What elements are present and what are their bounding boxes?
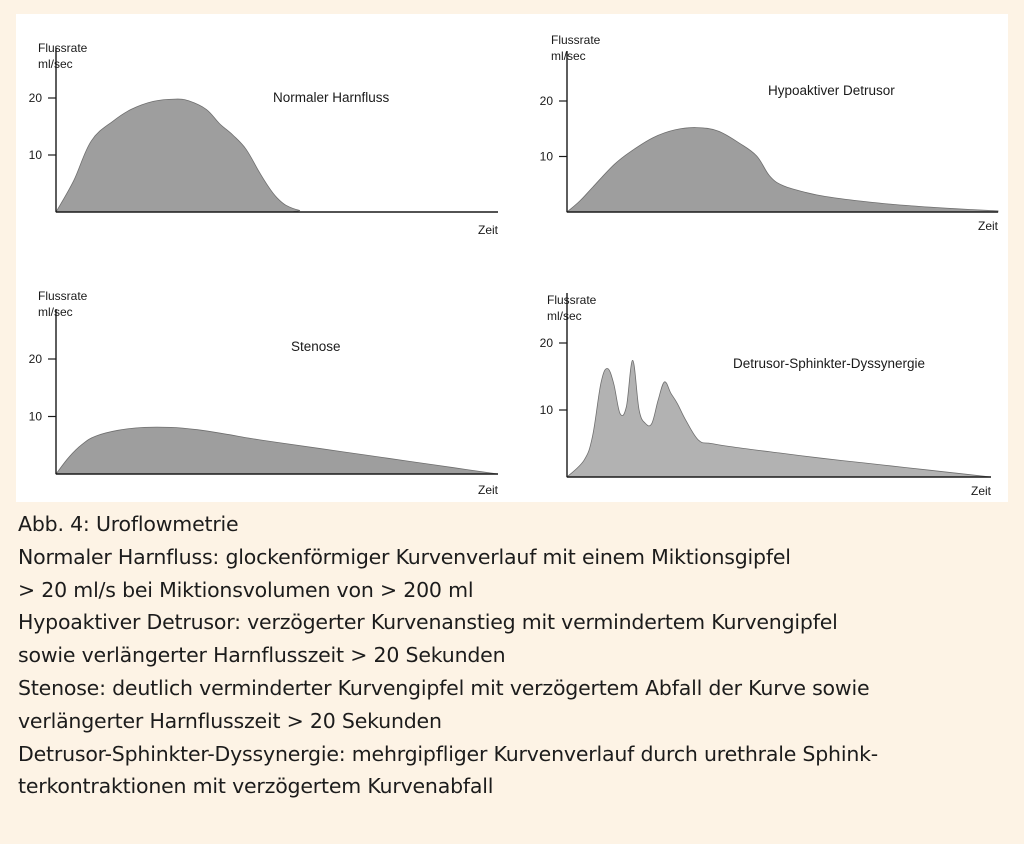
x-axis-label: Zeit xyxy=(477,223,498,237)
caption-line: > 20 ml/s bei Miktionsvolumen von > 200 ml xyxy=(18,577,474,602)
caption-line: Hypoaktiver Detrusor: verzögerter Kurvenanstieg mit vermindertem Kurvengipfel xyxy=(18,610,838,635)
caption-line: terkontraktionen mit verzögertem Kurvenabfall xyxy=(18,774,494,799)
chart-stenose xyxy=(29,289,499,497)
chart-title: Normaler Harnfluss xyxy=(273,90,390,105)
caption-title: Abb. 4: Uroflowmetrie xyxy=(18,512,239,536)
y-axis-unit-label: ml/sec xyxy=(551,49,586,63)
area-series-hypoaktiver-detrusor xyxy=(567,128,998,212)
chart-hypoaktiver-detrusor xyxy=(540,33,999,233)
figure-caption xyxy=(18,508,1008,803)
x-axis-label: Zeit xyxy=(977,219,998,233)
y-tick-label: 20 xyxy=(28,91,42,105)
y-axis-label: Flussrate xyxy=(38,289,88,303)
y-tick-label: 20 xyxy=(539,94,553,108)
area-series-stenose xyxy=(56,427,498,474)
chart-detrusor-sphinkter-dyssynergie xyxy=(540,293,992,498)
area-series-detrusor-sphinkter-dyssynergie xyxy=(567,360,991,477)
y-tick-label: 10 xyxy=(28,148,42,162)
area-series-normaler-harnfluss xyxy=(56,99,498,212)
y-axis-label: Flussrate xyxy=(551,33,601,47)
caption-line: Stenose: deutlich verminderter Kurvengipfel mit verzögertem Abfall der Kurve sowie xyxy=(18,675,870,700)
y-axis-unit-label: ml/sec xyxy=(547,309,582,323)
chart-normaler-harnfluss xyxy=(29,41,499,237)
y-tick-label: 10 xyxy=(539,149,553,164)
y-axis-label: Flussrate xyxy=(547,293,597,307)
x-axis-label: Zeit xyxy=(970,484,991,498)
y-tick-label: 10 xyxy=(28,409,42,424)
figure-panel xyxy=(16,14,1008,502)
uroflowmetry-charts xyxy=(16,14,1008,502)
chart-title: Stenose xyxy=(291,339,341,354)
caption-line: verlängerter Harnflusszeit > 20 Sekunden xyxy=(18,708,442,733)
x-axis-label: Zeit xyxy=(477,483,498,497)
chart-title: Detrusor-Sphinkter-Dyssynergie xyxy=(733,356,926,371)
caption-line: Normaler Harnfluss: glockenförmiger Kurvenverlauf mit einem Miktionsgipfel xyxy=(18,544,791,569)
y-axis-unit-label: ml/sec xyxy=(38,57,73,71)
y-tick-label: 20 xyxy=(28,352,42,366)
y-tick-label: 10 xyxy=(539,403,553,417)
caption-line: Detrusor-Sphinkter-Dyssynergie: mehrgipfliger Kurvenverlauf durch urethrale Sphink- xyxy=(18,741,879,766)
caption-line: sowie verlängerter Harnflusszeit > 20 Sekunden xyxy=(18,643,506,668)
y-axis-unit-label: ml/sec xyxy=(38,305,73,319)
y-tick-label: 20 xyxy=(539,336,553,350)
chart-title: Hypoaktiver Detrusor xyxy=(768,83,895,98)
y-axis-label: Flussrate xyxy=(38,41,88,55)
